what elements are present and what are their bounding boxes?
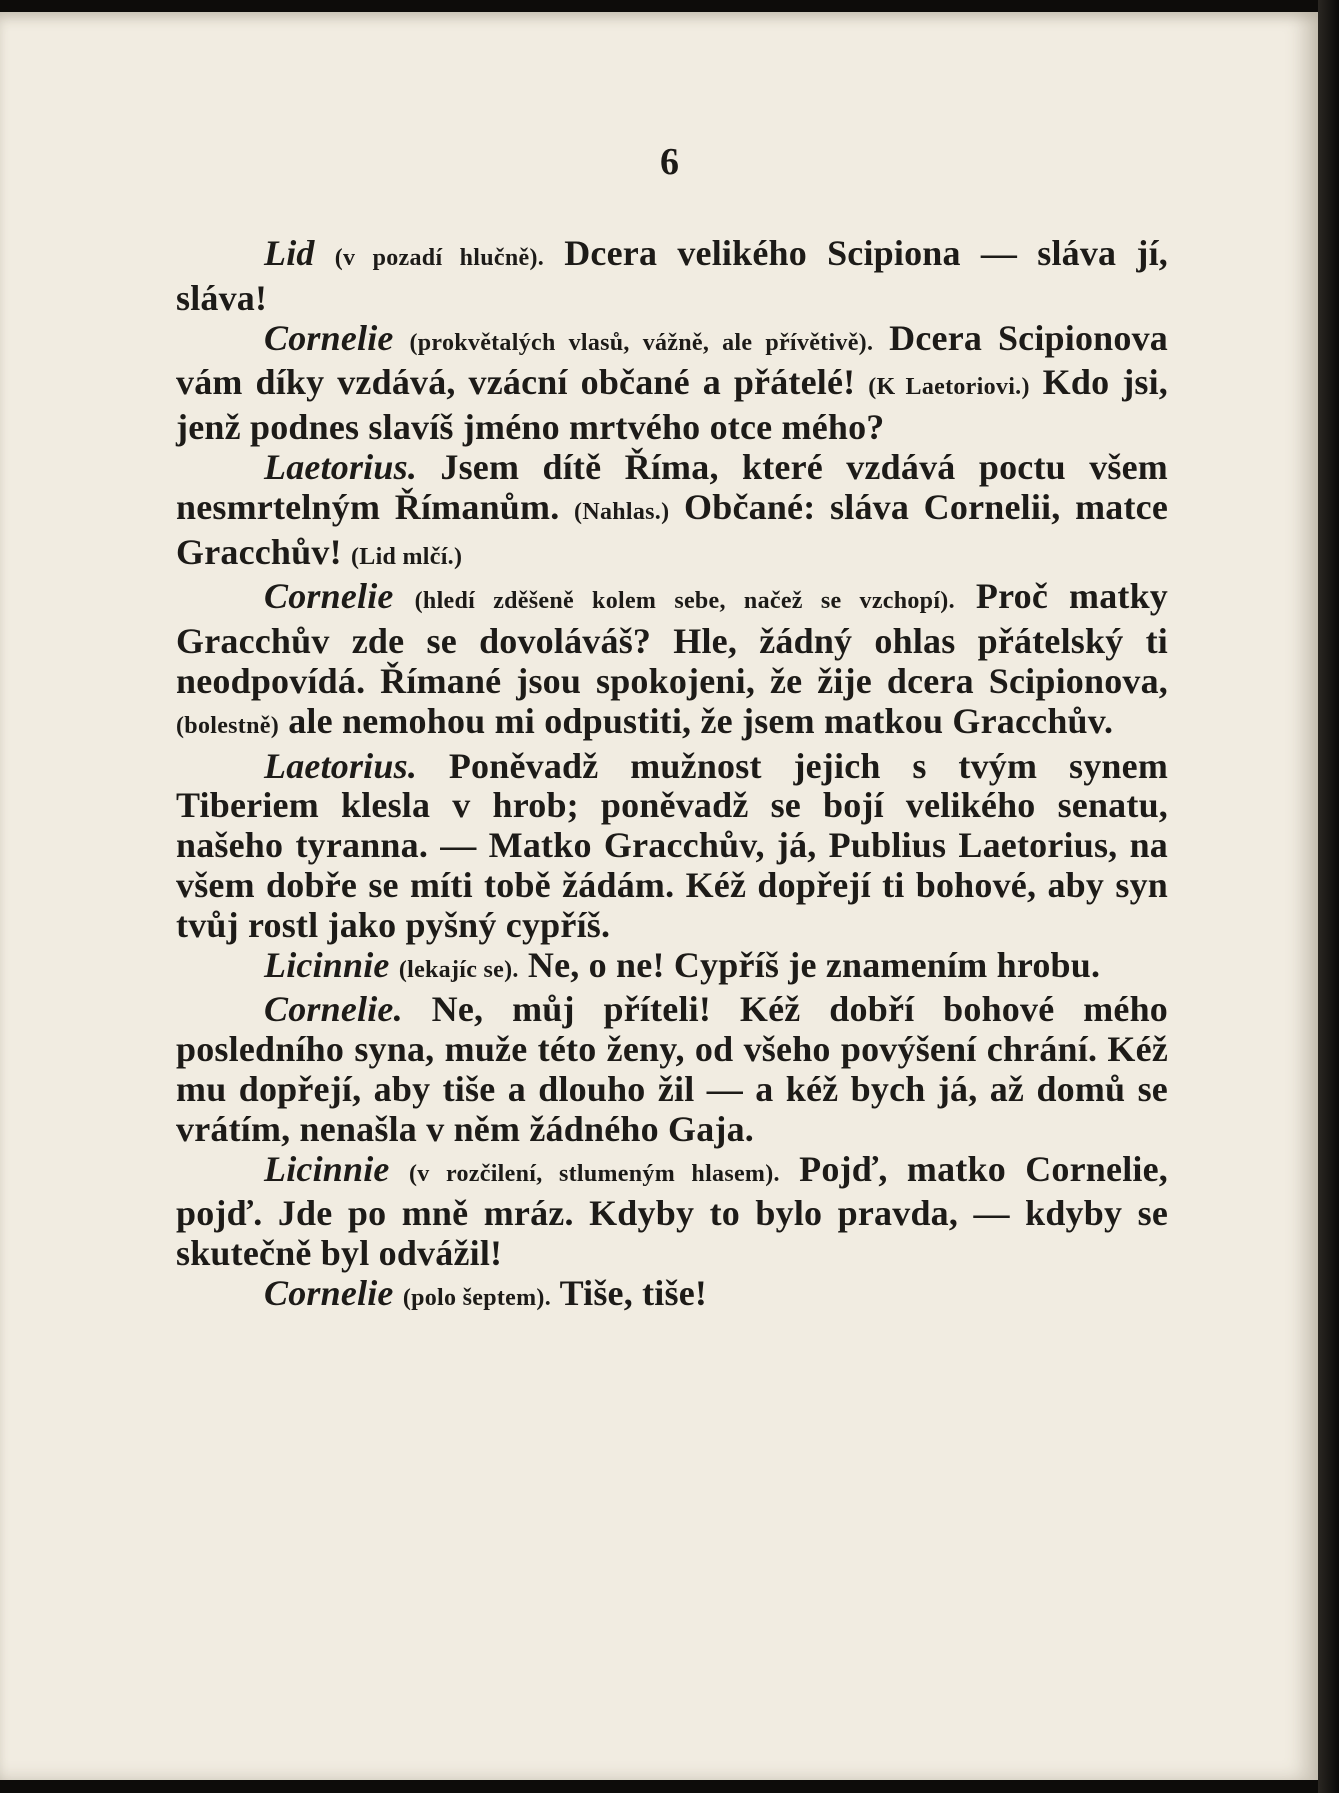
speech-text: Ne, o ne! Cypříš je znamením hrobu. xyxy=(527,944,1101,985)
stage-direction: (v rozčilení, stlumeným hlasem). xyxy=(408,1160,780,1187)
speech-text: Ne, můj příteli! Kéž dobří bohové mého posledního syna, muže této ženy, od všeho povýšení chrání. Kéž mu dopřejí, aby tiše a dlouho žil — a kéž bych já, až domů se vrátím, nenašla v něm žádného Gaja. xyxy=(176,989,1169,1149)
speech-text: Dcera Scipionova vám díky vzdává, vzácní občané a přátelé! xyxy=(176,317,1168,403)
dialogue-paragraph xyxy=(176,1274,1168,1319)
speech-text: Proč matky Gracchův zde se dovoláváš? Hle, žádný ohlas přátelský ti neodpovídá. Římané jsou spokojeni, že žije dcera Scipionova, xyxy=(176,576,1169,701)
book-page xyxy=(0,12,1318,1780)
speech-text: Poněvadž mužnost jejich s tvým synem Tiberiem klesla v hrob; poněvadž se bojí velikého senatu, našeho tyranna. — Matko Gracchův, já, Publius Laetorius, na všem dobře se míti tobě žádám. Kéž dopřejí ti bohové, aby syn tvůj rostl jako pyšný cypříš. xyxy=(176,745,1169,945)
speech-text: Dcera velikého Scipiona — sláva jí, sláva! xyxy=(176,233,1168,318)
dialogue-paragraph xyxy=(176,747,1168,946)
stage-direction: (Nahlas.) xyxy=(574,498,670,525)
book-spine-shadow xyxy=(1318,0,1339,1793)
stage-direction: (v pozadí hlučně). xyxy=(334,245,545,271)
speech-text: ale nemohou mi odpustiti, že jsem matkou Gracchův. xyxy=(288,700,1114,741)
speech-text: Občané: sláva Cornelii, matce Gracchův! xyxy=(176,486,1169,572)
speaker-name: Cornelie. xyxy=(264,989,403,1030)
stage-direction: (polo šeptem). xyxy=(402,1284,551,1311)
dialogue-paragraph xyxy=(176,448,1168,577)
speaker-name: Cornelie xyxy=(264,317,394,358)
speech-text: Tiše, tiše! xyxy=(559,1272,708,1313)
stage-direction: (bolestně) xyxy=(176,712,279,739)
speech-text: Jsem dítě Říma, které vzdává poctu všem nesmrtelným Římanům. xyxy=(176,446,1168,527)
speaker-name: Laetorius. xyxy=(264,745,418,786)
speaker-name: Laetorius. xyxy=(264,446,418,487)
dialogue-paragraph xyxy=(176,990,1168,1149)
speaker-name: Cornelie xyxy=(264,1272,394,1313)
dialogue-text xyxy=(176,234,1168,1319)
speech-text: Kdo jsi, jenž podnes slavíš jméno mrtvého otce mého? xyxy=(176,362,1168,448)
speaker-name: Licinnie xyxy=(264,1148,390,1189)
dialogue-paragraph xyxy=(176,946,1168,991)
stage-direction: (hledí zděšeně kolem sebe, načež se vzchopí). xyxy=(414,588,955,615)
dialogue-paragraph xyxy=(176,1150,1168,1274)
speaker-name: Cornelie xyxy=(264,576,394,617)
stage-direction: (Lid mlčí.) xyxy=(350,543,463,570)
dialogue-paragraph xyxy=(176,577,1168,746)
dialogue-paragraph xyxy=(176,234,1168,319)
stage-direction: (prokvětalých vlasů, vážně, ale přívětivě). xyxy=(409,329,874,356)
speaker-name: Lid xyxy=(264,233,315,273)
dialogue-paragraph xyxy=(176,319,1168,448)
page-number: 6 xyxy=(660,141,679,183)
speaker-name: Licinnie xyxy=(264,944,390,985)
stage-direction: (K Laetoriovi.) xyxy=(868,374,1030,401)
speech-text: Pojď, matko Cornelie, pojď. Jde po mně mráz. Kdyby to bylo pravda, — kdyby se skutečně byl odvážil! xyxy=(176,1148,1168,1274)
stage-direction: (lekajíc se). xyxy=(398,956,519,983)
